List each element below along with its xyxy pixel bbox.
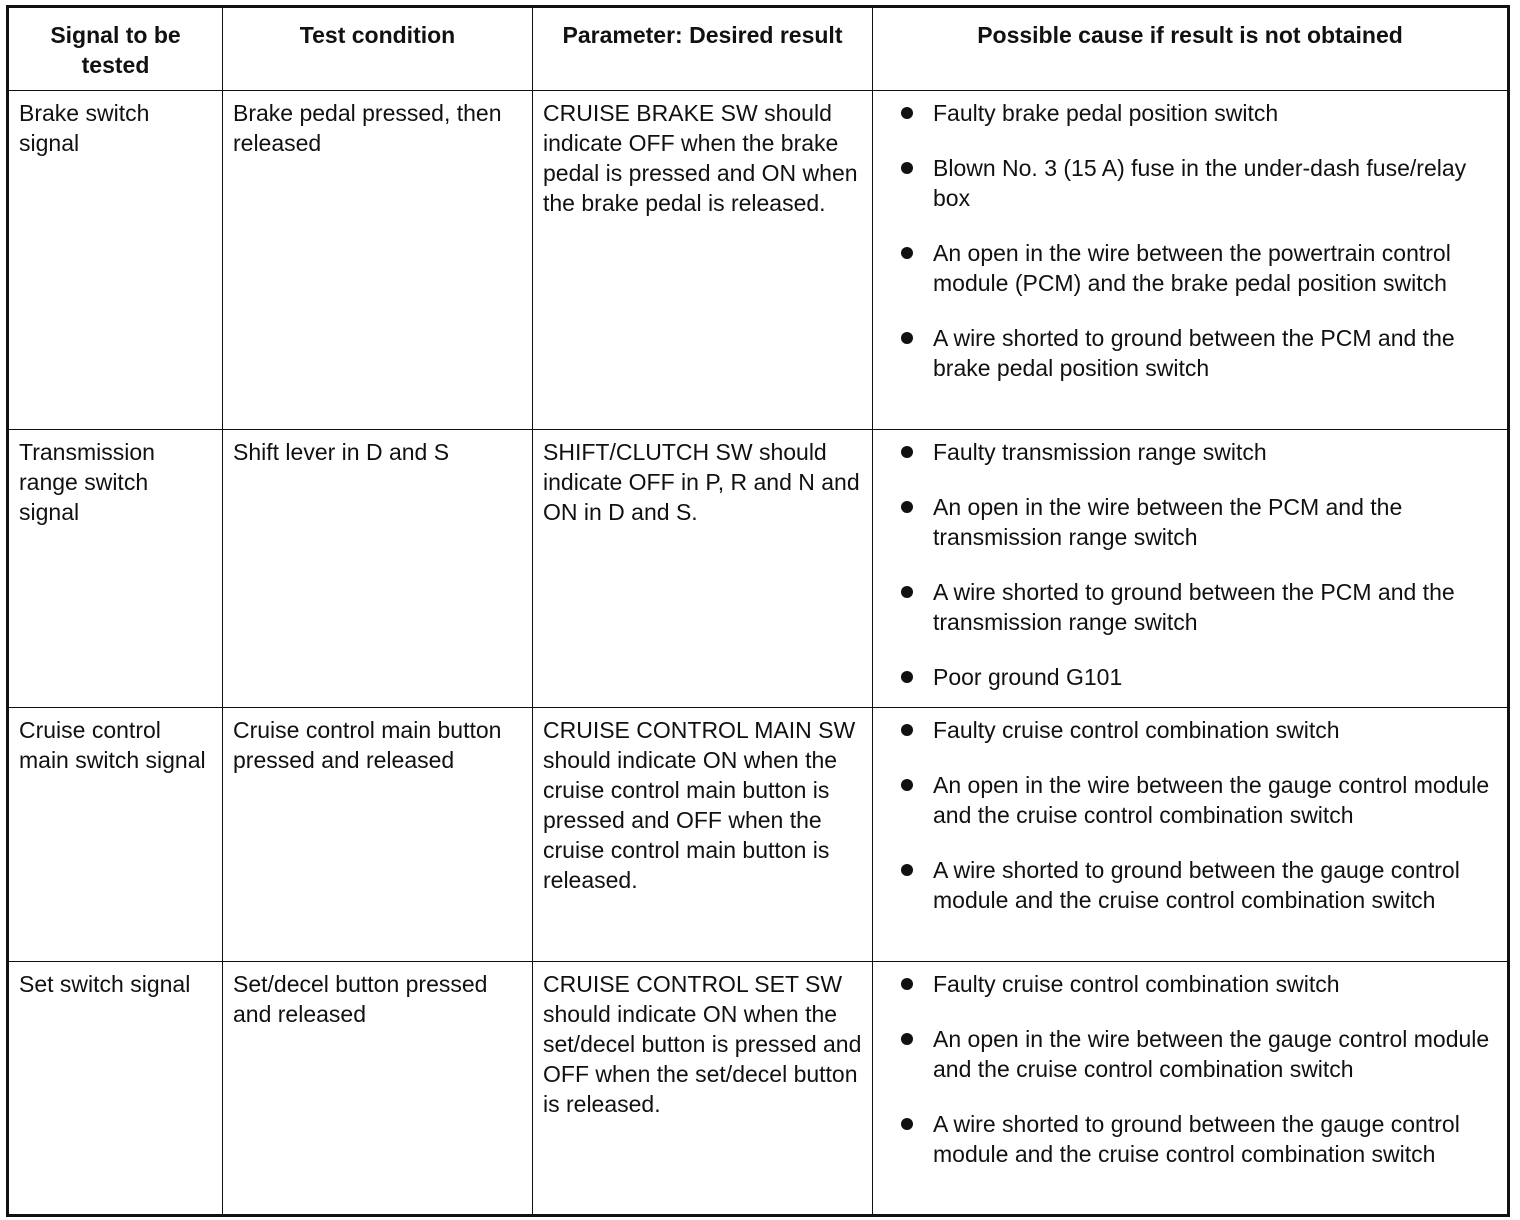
cause-item <box>901 577 1493 637</box>
header-row <box>8 7 1509 91</box>
bullet-icon <box>901 1118 913 1130</box>
desired-result-cell: CRUISE CONTROL MAIN SW should indicate ON when the cruise control main button is pressed and OFF when the cruise control main button is released. <box>533 708 873 962</box>
desired-result-cell: CRUISE BRAKE SW should indicate OFF when the brake pedal is pressed and ON when the brake pedal is released. <box>533 91 873 430</box>
cause-item <box>901 1109 1493 1169</box>
signal-cell: Brake switch signal <box>8 91 223 430</box>
cause-item <box>901 238 1493 298</box>
cause-text: An open in the wire between the powertrain control module (PCM) and the brake pedal position switch <box>933 240 1451 296</box>
test-condition-cell: Brake pedal pressed, then released <box>223 91 533 430</box>
cause-text: Poor ground G101 <box>933 664 1123 690</box>
bullet-icon <box>901 779 913 791</box>
cause-text: A wire shorted to ground between the gauge control module and the cruise control combination switch <box>933 1111 1460 1167</box>
test-condition-cell: Cruise control main button pressed and released <box>223 708 533 962</box>
cause-text: Faulty cruise control combination switch <box>933 971 1340 997</box>
bullet-icon <box>901 978 913 990</box>
signal-cell: Cruise control main switch signal <box>8 708 223 962</box>
cause-item <box>901 715 1493 745</box>
cause-item <box>901 98 1493 128</box>
test-condition-cell: Shift lever in D and S <box>223 430 533 708</box>
cause-text: Faulty brake pedal position switch <box>933 100 1279 126</box>
cause-text: A wire shorted to ground between the gauge control module and the cruise control combination switch <box>933 857 1460 913</box>
cause-text: A wire shorted to ground between the PCM and the transmission range switch <box>933 579 1455 635</box>
desired-result-cell: CRUISE CONTROL SET SW should indicate ON when the set/decel button is pressed and OFF when the set/decel button is released. <box>533 962 873 1216</box>
column-header-test-condition: Test condition <box>223 7 533 91</box>
bullet-icon <box>901 501 913 513</box>
possible-cause-cell <box>873 962 1509 1216</box>
cause-item <box>901 1024 1493 1084</box>
column-header-possible-cause: Possible cause if result is not obtained <box>873 7 1509 91</box>
cause-text: An open in the wire between the PCM and the transmission range switch <box>933 494 1403 550</box>
cause-list <box>901 437 1493 692</box>
cause-text: Faulty cruise control combination switch <box>933 717 1340 743</box>
cause-text: Blown No. 3 (15 A) fuse in the under-dash fuse/relay box <box>933 155 1467 211</box>
desired-result-cell: SHIFT/CLUTCH SW should indicate OFF in P, R and N and ON in D and S. <box>533 430 873 708</box>
signal-cell: Transmission range switch signal <box>8 430 223 708</box>
bullet-icon <box>901 586 913 598</box>
table-row <box>8 962 1509 1216</box>
bullet-icon <box>901 724 913 736</box>
possible-cause-cell <box>873 430 1509 708</box>
cause-item <box>901 969 1493 999</box>
diagnostic-table <box>6 5 1510 1217</box>
cause-text: A wire shorted to ground between the PCM and the brake pedal position switch <box>933 325 1455 381</box>
cause-item <box>901 323 1493 383</box>
cause-item <box>901 492 1493 552</box>
cause-list <box>901 969 1493 1169</box>
bullet-icon <box>901 446 913 458</box>
table-row <box>8 430 1509 708</box>
table-row <box>8 91 1509 430</box>
bullet-icon <box>901 671 913 683</box>
cause-text: Faulty transmission range switch <box>933 439 1267 465</box>
cause-list <box>901 715 1493 915</box>
column-header-desired-result: Parameter: Desired result <box>533 7 873 91</box>
cause-item <box>901 437 1493 467</box>
bullet-icon <box>901 864 913 876</box>
bullet-icon <box>901 332 913 344</box>
possible-cause-cell <box>873 708 1509 962</box>
cause-item <box>901 855 1493 915</box>
cause-item <box>901 153 1493 213</box>
signal-cell: Set switch signal <box>8 962 223 1216</box>
bullet-icon <box>901 107 913 119</box>
cause-text: An open in the wire between the gauge control module and the cruise control combination switch <box>933 772 1490 828</box>
cause-list <box>901 98 1493 383</box>
cause-item <box>901 770 1493 830</box>
test-condition-cell: Set/decel button pressed and released <box>223 962 533 1216</box>
bullet-icon <box>901 247 913 259</box>
bullet-icon <box>901 1033 913 1045</box>
possible-cause-cell <box>873 91 1509 430</box>
cause-text: An open in the wire between the gauge control module and the cruise control combination switch <box>933 1026 1490 1082</box>
cause-item <box>901 662 1493 692</box>
bullet-icon <box>901 162 913 174</box>
table-row <box>8 708 1509 962</box>
column-header-signal: Signal to be tested <box>8 7 223 91</box>
